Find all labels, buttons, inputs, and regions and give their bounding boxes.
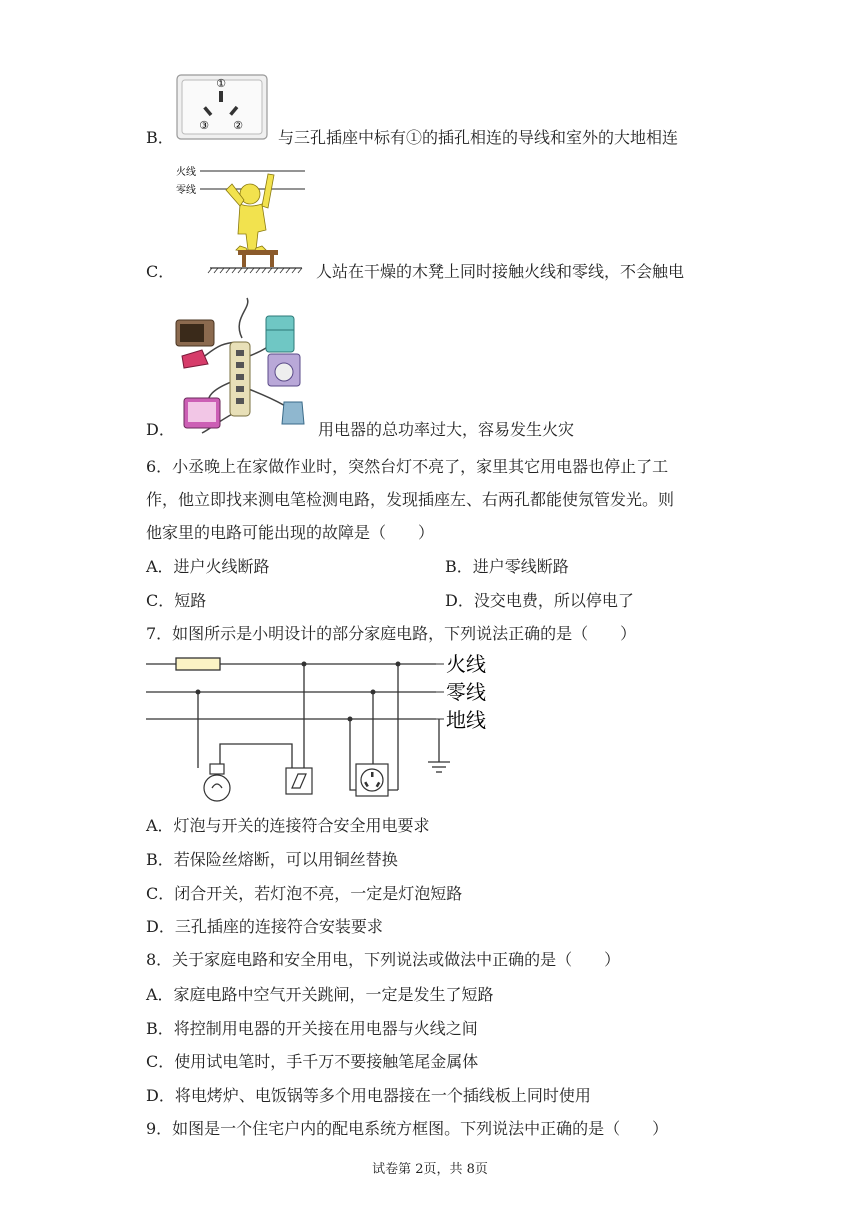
question-8-option-c: C．使用试电笔时，手千万不要接触笔尾金属体	[146, 1052, 479, 1071]
question-9-stem: 9．如图是一个住宅户内的配电系统方框图。下列说法中正确的是（ ）	[146, 1119, 669, 1138]
household-circuit-diagram	[146, 652, 496, 812]
question-6-option-b: B．进户零线断路	[445, 557, 569, 576]
option-text: 人站在干燥的木凳上同时接触火线和零线，不会触电	[316, 262, 685, 281]
socket-mark-3: ③	[199, 119, 209, 132]
question-7-option-c: C．闭合开关，若灯泡不亮，一定是灯泡短路	[146, 884, 463, 903]
option-text: 用电器的总功率过大，容易发生火灾	[318, 420, 575, 439]
option-text: 与三孔插座中标有①的插孔相连的导线和室外的大地相连	[278, 128, 679, 147]
question-7-stem: 7．如图所示是小明设计的部分家庭电路，下列说法正确的是（ ）	[146, 624, 637, 643]
wire-label-live: 火线	[176, 167, 196, 178]
question-7-option-a: A．灯泡与开关的连接符合安全用电要求	[146, 816, 430, 835]
question-8-option-b: B．将控制用电器的开关接在用电器与火线之间	[146, 1019, 478, 1038]
wire-label-neutral: 零线	[446, 680, 486, 704]
question-8-option-d: D．将电烤炉、电饭锅等多个用电器接在一个插线板上同时使用	[146, 1086, 591, 1105]
question-6-option-d: D．没交电费，所以停电了	[445, 591, 634, 610]
question-7-option-b: B．若保险丝熔断，可以用铜丝替换	[146, 850, 398, 869]
wire-label-neutral: 零线	[176, 185, 196, 196]
question-7-option-d: D．三孔插座的连接符合安装要求	[146, 917, 383, 936]
three-hole-socket-figure	[176, 74, 268, 140]
option-letter: D．	[146, 420, 175, 439]
overloaded-power-strip-figure	[172, 298, 312, 436]
question-6-line-2: 作，他立即找来测电笔检测电路，发现插座左、右两孔都能使氖管发光。则	[146, 490, 675, 509]
question-6-line-3: 他家里的电路可能出现的故障是（ ）	[146, 523, 435, 542]
person-on-stool-figure	[170, 160, 310, 275]
question-8-option-a: A．家庭电路中空气开关跳闸，一定是发生了短路	[146, 985, 494, 1004]
wire-label-ground: 地线	[446, 708, 486, 732]
socket-mark-2: ②	[233, 119, 243, 132]
question-6-option-a: A．进户火线断路	[146, 557, 270, 576]
option-letter: C．	[146, 262, 175, 281]
socket-mark-1: ①	[216, 77, 226, 90]
option-letter: B．	[146, 128, 174, 147]
page-footer: 试卷第 2页，共 8页	[372, 1162, 488, 1177]
question-6-option-c: C．短路	[146, 591, 207, 610]
wire-label-live: 火线	[446, 652, 486, 676]
question-6-line-1: 6．小丞晚上在家做作业时，突然台灯不亮了，家里其它用电器也停止了工	[146, 457, 669, 476]
question-8-stem: 8．关于家庭电路和安全用电，下列说法或做法中正确的是（ ）	[146, 950, 621, 969]
